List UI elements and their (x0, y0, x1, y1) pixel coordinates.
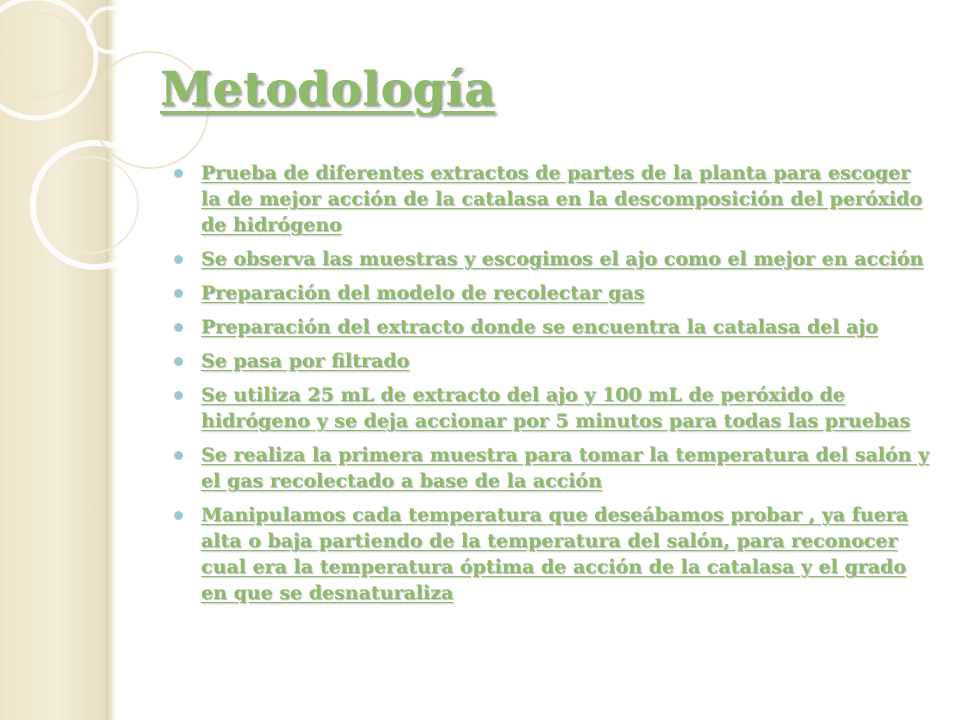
bullet-item (170, 280, 930, 306)
bullet-item (170, 502, 930, 606)
bullet-item (170, 246, 930, 272)
bullet-dot-icon (174, 289, 183, 298)
bullet-link[interactable]: Se pasa por filtrado (201, 350, 410, 372)
bullet-dot-icon (174, 357, 183, 366)
bullet-link[interactable]: Se realiza la primera muestra para tomar la temperatura del salón y el gas recolectado a base de la acción (201, 444, 930, 492)
bullet-dot-icon (174, 255, 183, 264)
bullet-link[interactable]: Se observa las muestras y escogimos el ajo como el mejor en acción (201, 248, 924, 270)
bullet-dot-icon (174, 451, 183, 460)
bullet-link[interactable]: Prueba de diferentes extractos de partes de la planta para escoger la de mejor acción de la catalasa en la descomposición del peróxido de hidrógeno (201, 162, 923, 236)
bullet-dot-icon (174, 323, 183, 332)
bullet-link[interactable]: Se utiliza 25 mL de extracto del ajo y 100 mL de peróxido de hidrógeno y se deja accionar por 5 minutos para todas las pruebas (201, 384, 911, 432)
bullet-link[interactable]: Preparación del modelo de recolectar gas (201, 282, 645, 304)
bullet-link[interactable]: Manipulamos cada temperatura que deseábamos probar , ya fuera alta o baja partiendo de la temperatura del salón, para reconocer cual era la temperatura óptima de acción de la catalasa y el grado en que se desnaturaliza (201, 504, 909, 604)
bullet-link[interactable]: Preparación del extracto donde se encuentra la catalasa del ajo (201, 316, 878, 338)
bullet-dot-icon (174, 391, 183, 400)
bullet-list (170, 160, 930, 614)
bullet-dot-icon (174, 169, 183, 178)
bullet-item (170, 442, 930, 494)
bullet-item (170, 160, 930, 238)
slide-title[interactable]: Metodología (160, 62, 496, 117)
bullet-item (170, 348, 930, 374)
bullet-dot-icon (174, 511, 183, 520)
bullet-item (170, 314, 930, 340)
bullet-item (170, 382, 930, 434)
